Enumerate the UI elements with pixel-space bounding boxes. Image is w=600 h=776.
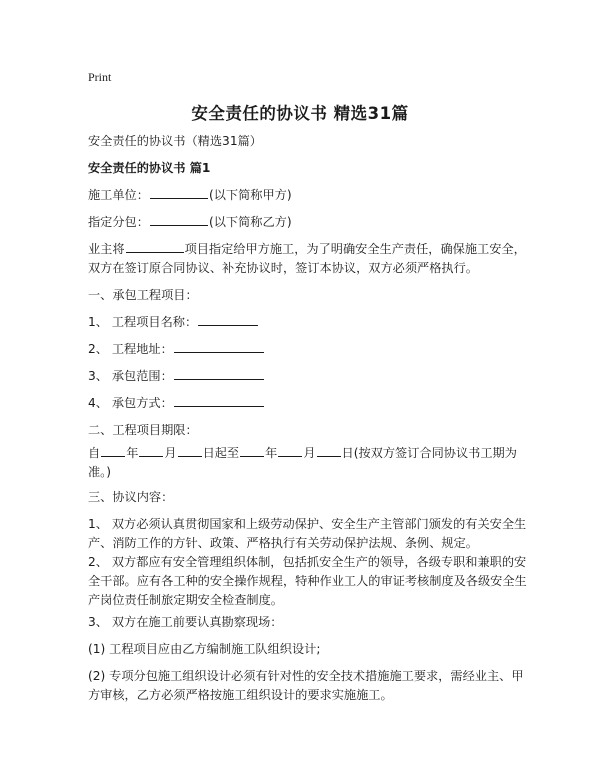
end-month-label: 月 xyxy=(303,446,316,460)
section-heading: 安全责任的协议书 篇1 xyxy=(88,161,211,175)
clause-3-sub-1: (1) 工程项目应由乙方编制施工队组织设计; xyxy=(88,642,321,656)
project-address-blank xyxy=(174,340,264,353)
start-year-blank xyxy=(101,444,125,457)
preamble-text: 项目指定给甲方施工，为了明确安全生产责任，确保施工安全，双方在签订原合同协议、补充协议时，签订本协议，双方必须严格执行。 xyxy=(88,242,526,275)
end-month-blank xyxy=(278,444,302,457)
clause-1: 1、 双方必须认真贯彻国家和上级劳动保护、安全生产主管部门颁发的有关安全生产、消防工作的方针、政策、严格执行有关劳动保护法规、条例、规定。 xyxy=(88,517,527,550)
clause-3: 3、 双方在施工前要认真勘察现场： xyxy=(88,615,283,629)
end-year-blank xyxy=(240,444,264,457)
contract-method-line xyxy=(88,394,265,413)
contract-scope-blank xyxy=(174,367,264,380)
start-month-blank xyxy=(139,444,163,457)
date-range-paragraph xyxy=(88,444,528,482)
subcontractor-blank xyxy=(150,213,208,226)
contractor-label: 施工单位： xyxy=(88,188,149,202)
end-year-label: 年 xyxy=(265,446,278,460)
project-blank xyxy=(126,240,184,253)
contract-scope-line xyxy=(88,367,265,386)
end-day-blank xyxy=(317,444,341,457)
contract-scope-label: 3、 承包范围： xyxy=(88,369,173,383)
project-address-label: 2、 工程地址： xyxy=(88,342,173,356)
section2-heading: 二、工程项目期限： xyxy=(88,423,198,437)
owner-label: 业主将 xyxy=(88,242,125,256)
print-label: Print xyxy=(88,70,112,84)
clause-2: 2、 双方都应有安全管理组织体制，包括抓安全生产的领导，各级专职和兼职的安全干部。应有各工种的安全操作规程，特种作业工人的审证考核制度及各级安全生产岗位责任制旅定期安全检查制度。 xyxy=(88,555,527,607)
subcontractor-line xyxy=(88,213,292,232)
contractor-blank xyxy=(150,186,208,199)
project-address-line xyxy=(88,340,265,359)
project-name-blank xyxy=(198,313,258,326)
year-label: 年 xyxy=(126,446,139,460)
subcontractor-label: 指定分包： xyxy=(88,215,149,229)
contractor-suffix: (以下简称甲方) xyxy=(208,188,292,202)
project-name-line xyxy=(88,313,259,332)
clause-3-sub-2: (2) 专项分包施工组织设计必须有针对性的安全技术措施施工要求，需经业主、甲方审核，乙方必须严格按施工组织设计的要求实施施工。 xyxy=(88,669,524,702)
project-name-label: 1、 工程项目名称： xyxy=(88,315,198,329)
date-tail: (按双方签订合同协议书工期为准。) xyxy=(88,446,517,479)
date-from-label: 自 xyxy=(88,446,101,460)
day-to-label: 日起至 xyxy=(202,446,240,460)
document-title: 安全责任的协议书 精选31篇 xyxy=(191,104,409,123)
month-label: 月 xyxy=(164,446,177,460)
end-day-label: 日 xyxy=(341,446,354,460)
section1-heading: 一、承包工程项目： xyxy=(88,288,198,302)
contract-method-label: 4、 承包方式： xyxy=(88,396,173,410)
preamble-paragraph xyxy=(88,240,528,278)
section3-heading: 三、协议内容： xyxy=(88,490,174,504)
document-subtitle: 安全责任的协议书（精选31篇） xyxy=(88,134,262,148)
contractor-line xyxy=(88,186,292,205)
subcontractor-suffix: (以下简称乙方) xyxy=(208,215,292,229)
contract-method-blank xyxy=(174,394,264,407)
start-day-blank xyxy=(178,444,202,457)
